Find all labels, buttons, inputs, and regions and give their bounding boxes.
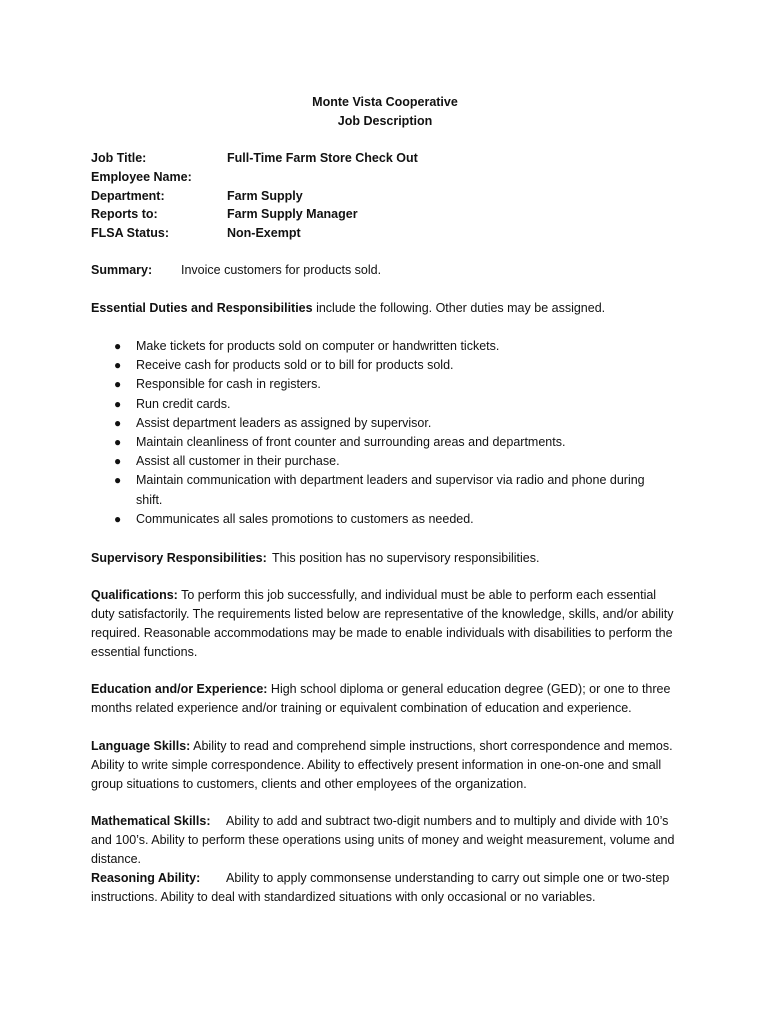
field-flsa-status: [91, 224, 691, 243]
company-name: Monte Vista Cooperative: [312, 95, 458, 109]
summary-text: Invoice customers for products sold.: [181, 263, 382, 277]
field-value: Non-Exempt: [227, 226, 301, 241]
reasoning-label: Reasoning Ability:: [91, 871, 201, 885]
duties-list: [110, 337, 670, 529]
duty-text: Run credit cards.: [136, 396, 231, 411]
qualifications-text: To perform this job successfully, and individual must be able to perform each essential duty satisfactorily. The requirements listed below are representative of the knowledge, skills, and/or ability required. Reasonable accommodations may be made to enable individuals with disabilities to perform the essential functions.: [91, 588, 674, 659]
field-employee-name: [91, 168, 691, 187]
duty-text: Assist department leaders as assigned by supervisor.: [136, 415, 432, 430]
field-job-title: [91, 149, 691, 168]
education-label: Education and/or Experience:: [91, 682, 268, 696]
bullet-icon: ●: [114, 358, 122, 373]
list-item: [110, 510, 670, 529]
duty-text: Responsible for cash in registers.: [136, 377, 321, 392]
list-item: [110, 471, 670, 509]
duty-text: Maintain cleanliness of front counter and surrounding areas and departments.: [136, 435, 566, 450]
list-item: [110, 337, 670, 356]
list-item: [110, 414, 670, 433]
list-item: [110, 452, 670, 471]
bullet-icon: ●: [114, 435, 122, 450]
list-item: [110, 395, 670, 414]
list-item: [110, 356, 670, 375]
bullet-icon: ●: [114, 396, 122, 411]
list-item: [110, 433, 670, 452]
bullet-icon: ●: [114, 473, 122, 488]
field-value: [227, 168, 691, 187]
language-label: Language Skills:: [91, 739, 191, 753]
duty-text: Receive cash for products sold or to bill for products sold.: [136, 358, 454, 373]
bullet-icon: ●: [114, 511, 122, 526]
supervisory-label: Supervisory Responsibilities:: [91, 551, 267, 565]
field-department: [91, 187, 691, 206]
document-title: Job Description: [337, 113, 433, 128]
field-label: Job Title:: [91, 151, 147, 165]
field-value: Full-Time Farm Store Check Out: [227, 151, 418, 165]
essential-duties-intro: [91, 299, 691, 318]
math-text: Ability to add and subtract two-digit numbers and to multiply and divide with 10’s and 100’s. Ability to perform these operations using units of money and weight measurement, volume and distance.: [91, 814, 675, 866]
summary-label: Summary:: [91, 263, 153, 277]
duty-text: Assist all customer in their purchase.: [136, 454, 340, 469]
bullet-icon: ●: [114, 454, 122, 469]
essential-duties-label: Essential Duties and Responsibilities: [91, 301, 313, 315]
list-item: [110, 375, 670, 394]
field-value: Farm Supply: [227, 188, 303, 203]
job-info-fields: [91, 149, 691, 243]
duty-text: Communicates all sales promotions to customers as needed.: [136, 511, 474, 526]
education-text: High school diploma or general education degree (GED); or one to three months related experience and/or training or equivalent combination of education and experience.: [91, 682, 671, 715]
document-header: [0, 93, 770, 130]
bullet-icon: ●: [114, 339, 122, 353]
qualifications-section: [91, 586, 681, 662]
essential-duties-text: include the following. Other duties may be assigned.: [312, 301, 606, 315]
bullet-icon: ●: [114, 415, 122, 430]
field-label: Reports to:: [91, 207, 158, 222]
language-text: Ability to read and comprehend simple instructions, short correspondence and memos. Ability to write simple correspondence. Ability to effectively present information in one-on-one and small group situations to customers, clients and other employees of the organization.: [91, 739, 673, 791]
qualifications-label: Qualifications:: [91, 588, 178, 602]
field-label: Employee Name:: [91, 169, 192, 184]
duty-text: Maintain communication with department leaders and supervisor via radio and phone during shift.: [136, 473, 645, 507]
supervisory-text: This position has no supervisory responsibilities.: [272, 551, 540, 565]
supervisory-section: [91, 549, 691, 568]
education-section: [91, 680, 691, 718]
reasoning-text: Ability to apply commonsense understanding to carry out simple one or two-step instructions. Ability to deal with standardized situations with only occasional or no variables.: [91, 871, 670, 904]
duty-text: Make tickets for products sold on computer or handwritten tickets.: [136, 339, 500, 353]
field-value: Farm Supply Manager: [227, 207, 358, 222]
bullet-icon: ●: [114, 377, 122, 392]
summary-section: [91, 261, 691, 280]
field-label: FLSA Status:: [91, 226, 170, 241]
math-label: Mathematical Skills:: [91, 814, 211, 828]
language-section: [91, 737, 691, 794]
reasoning-paragraph: [91, 869, 681, 907]
math-reasoning-section: [91, 812, 681, 907]
field-label: Department:: [91, 188, 165, 203]
field-reports-to: [91, 205, 691, 224]
math-paragraph: [91, 812, 681, 869]
